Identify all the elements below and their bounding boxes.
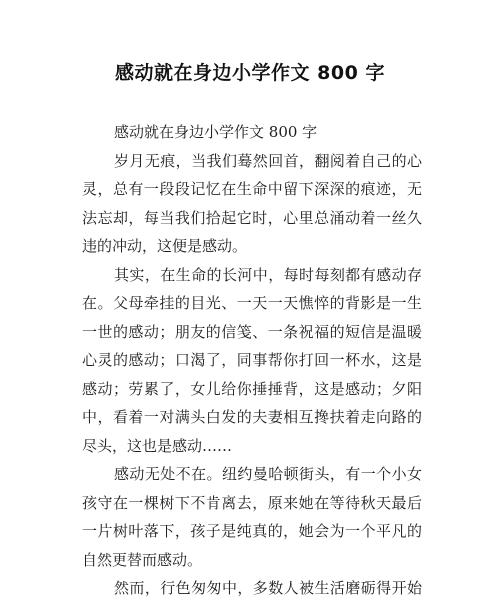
paragraph-2-line-6: 中，看着一对满头白发的夫妻相互搀扶着走向路的	[82, 408, 422, 426]
paragraph-1-line-1: 岁月无痕，当我们蓦然回首，翻阅着自己的心	[114, 151, 422, 170]
document-body	[82, 118, 422, 603]
paragraph-2-line-1: 其实，在生命的长河中，每时每刻都有感动存	[114, 265, 422, 284]
paragraph-3-line-2: 孩守在一棵树下不肯离去，原来她在等待秋天最后	[82, 493, 422, 512]
paragraph-1-line-2: 灵，总有一段段记忆在生命中留下深深的痕迹，无	[82, 180, 422, 198]
paragraph-2-line-4: 心灵的感动；口渴了，同事帮你打回一杯水，这是	[82, 351, 422, 369]
paragraph-1-line-4: 违的冲动，这便是感动。	[82, 237, 248, 255]
paragraph-3-line-4: 自然更替而感动。	[82, 550, 203, 569]
document-title: 感动就在身边小学作文 800 字	[115, 62, 385, 84]
paragraph-2-line-2: 在。父母牵挂的目光、一天一天憔悴的背影是一生	[82, 294, 422, 312]
paragraph-2-line-5: 感动；劳累了，女儿给你捶捶背，这是感动；夕阳	[82, 379, 422, 398]
paragraph-3-line-3: 一片树叶落下，孩子是纯真的，她会为一个平凡的	[82, 522, 422, 540]
paragraph-1-line-3: 法忘却，每当我们拾起它时，心里总涌动着一丝久	[82, 208, 422, 227]
paragraph-2-line-7: 尽头，这也是感动……	[82, 436, 233, 455]
paragraph-3-line-1: 感动无处不在。纽约曼哈顿街头，有一个小女	[114, 465, 422, 483]
subtitle-line: 感动就在身边小学作文 800 字	[114, 123, 318, 141]
paragraph-2-line-3: 一世的感动；朋友的信笺、一条祝福的短信是温暖	[82, 322, 422, 341]
paragraph-4-line-1: 然而，行色匆匆中，多数人被生活磨砺得开始	[114, 579, 422, 597]
